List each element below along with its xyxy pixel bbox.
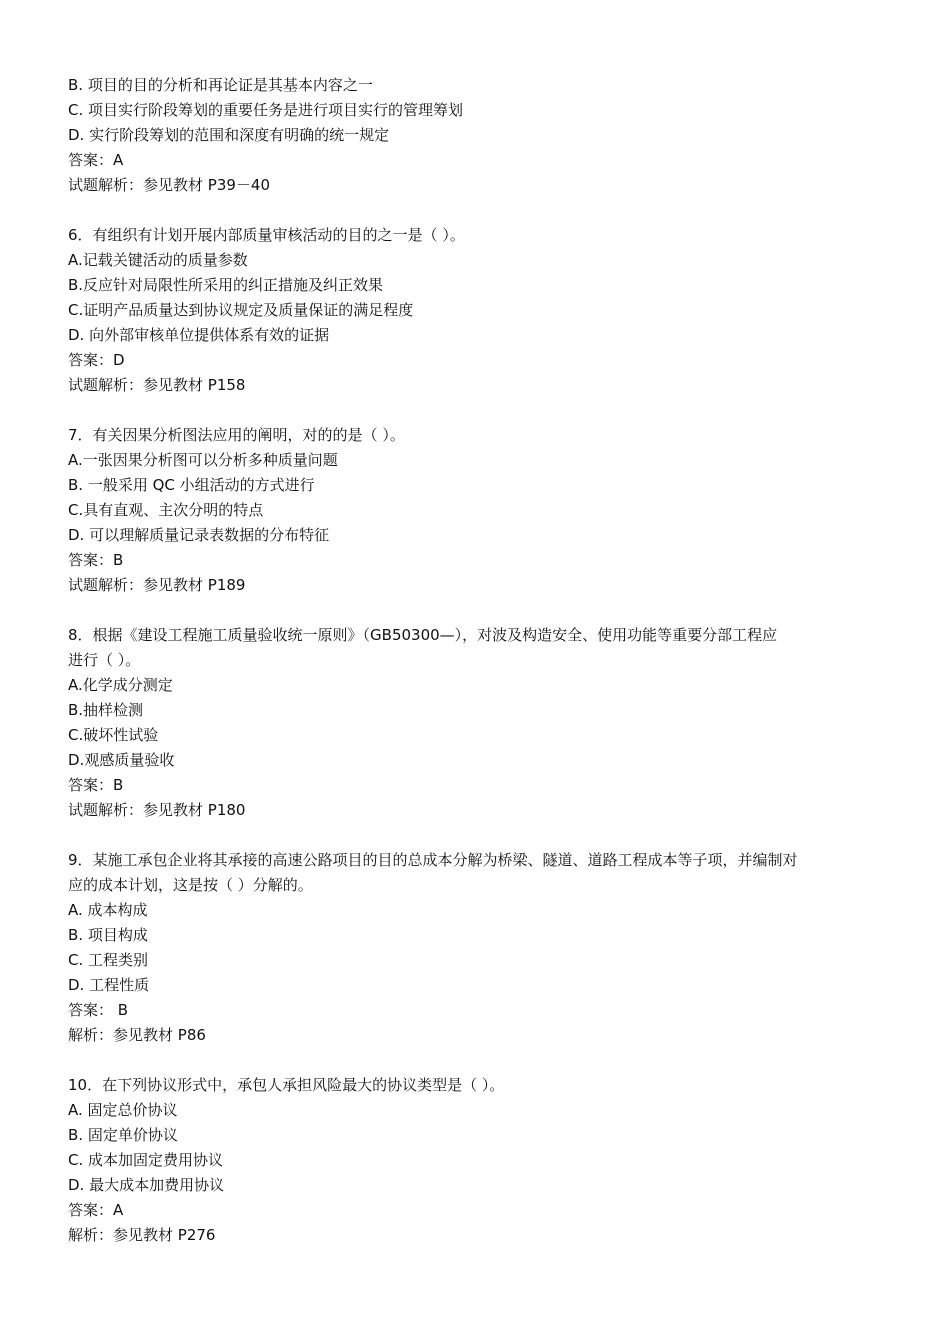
- question-text-line-2: 应的成本计划，这是按（ ）分解的。: [68, 876, 313, 894]
- question-9: [68, 848, 898, 1048]
- option-a: A.化学成分测定: [68, 676, 173, 694]
- option-b: B. 项目的目的分析和再论证是其基本内容之一: [68, 76, 373, 94]
- question-8: [68, 623, 898, 823]
- option-b: B.反应针对局限性所采用的纠正措施及纠正效果: [68, 276, 384, 294]
- option-b: B. 固定单价协议: [68, 1126, 178, 1144]
- question-text-line-1: 9．某施工承包企业将其承接的高速公路项目的目的总成本分解为桥梁、隧道、道路工程成本等子项，并编制对: [68, 851, 798, 869]
- option-d: D.观感质量验收: [68, 751, 175, 769]
- question-text: 6．有组织有计划开展内部质量审核活动的目的之一是（ ）。: [68, 226, 465, 244]
- option-c: C.破坏性试验: [68, 726, 159, 744]
- option-d: D. 最大成本加费用协议: [68, 1176, 225, 1194]
- answer: 答案： B: [68, 1001, 129, 1019]
- option-a: A.一张因果分析图可以分析多种质量问题: [68, 451, 338, 469]
- spacer: [68, 823, 898, 848]
- answer: 答案：A: [68, 151, 124, 169]
- spacer: [68, 198, 898, 223]
- option-a: A. 成本构成: [68, 901, 148, 919]
- answer: 答案：B: [68, 551, 124, 569]
- option-c: C. 成本加固定费用协议: [68, 1151, 224, 1169]
- option-d: D. 实行阶段筹划的范围和深度有明确的统一规定: [68, 126, 390, 144]
- option-b: B.抽样检测: [68, 701, 144, 719]
- question-7: [68, 423, 898, 598]
- answer: 答案：A: [68, 1201, 124, 1219]
- spacer: [68, 598, 898, 623]
- answer: 答案：D: [68, 351, 125, 369]
- option-a: A.记载关键活动的质量参数: [68, 251, 248, 269]
- question-10: [68, 1073, 898, 1248]
- option-a: A. 固定总价协议: [68, 1101, 178, 1119]
- option-b: B. 一般采用 QC 小组活动的方式进行: [68, 476, 315, 494]
- option-b: B. 项目构成: [68, 926, 148, 944]
- option-c: C.具有直观、主次分明的特点: [68, 501, 264, 519]
- option-d: D. 可以理解质量记录表数据的分布特征: [68, 526, 330, 544]
- analysis: 试题解析：参见教材 P158: [68, 376, 246, 394]
- analysis: 解析：参见教材 P86: [68, 1026, 206, 1044]
- question-text: 7．有关因果分析图法应用的阐明，对的的是（ ）。: [68, 426, 405, 444]
- question-text-line-2: 进行（ ）。: [68, 651, 141, 669]
- analysis: 解析：参见教材 P276: [68, 1226, 216, 1244]
- question-6: [68, 223, 898, 398]
- analysis: 试题解析：参见教材 P180: [68, 801, 246, 819]
- analysis: 试题解析：参见教材 P189: [68, 576, 246, 594]
- analysis: 试题解析：参见教材 P39－40: [68, 176, 270, 194]
- option-c: C. 项目实行阶段筹划的重要任务是进行项目实行的管理筹划: [68, 101, 464, 119]
- spacer: [68, 1048, 898, 1073]
- question-5-tail: [68, 73, 898, 198]
- spacer: [68, 398, 898, 423]
- option-c: C.证明产品质量达到协议规定及质量保证的满足程度: [68, 301, 414, 319]
- option-c: C. 工程类别: [68, 951, 149, 969]
- document-page: [68, 73, 898, 1248]
- question-text-line-1: 8．根据《建设工程施工质量验收统一原则》（GB50300—），对波及构造安全、使用功能等重要分部工程应: [68, 626, 778, 644]
- question-text: 10．在下列协议形式中，承包人承担风险最大的协议类型是（ ）。: [68, 1076, 505, 1094]
- option-d: D. 工程性质: [68, 976, 150, 994]
- answer: 答案：B: [68, 776, 124, 794]
- option-d: D. 向外部审核单位提供体系有效的证据: [68, 326, 330, 344]
